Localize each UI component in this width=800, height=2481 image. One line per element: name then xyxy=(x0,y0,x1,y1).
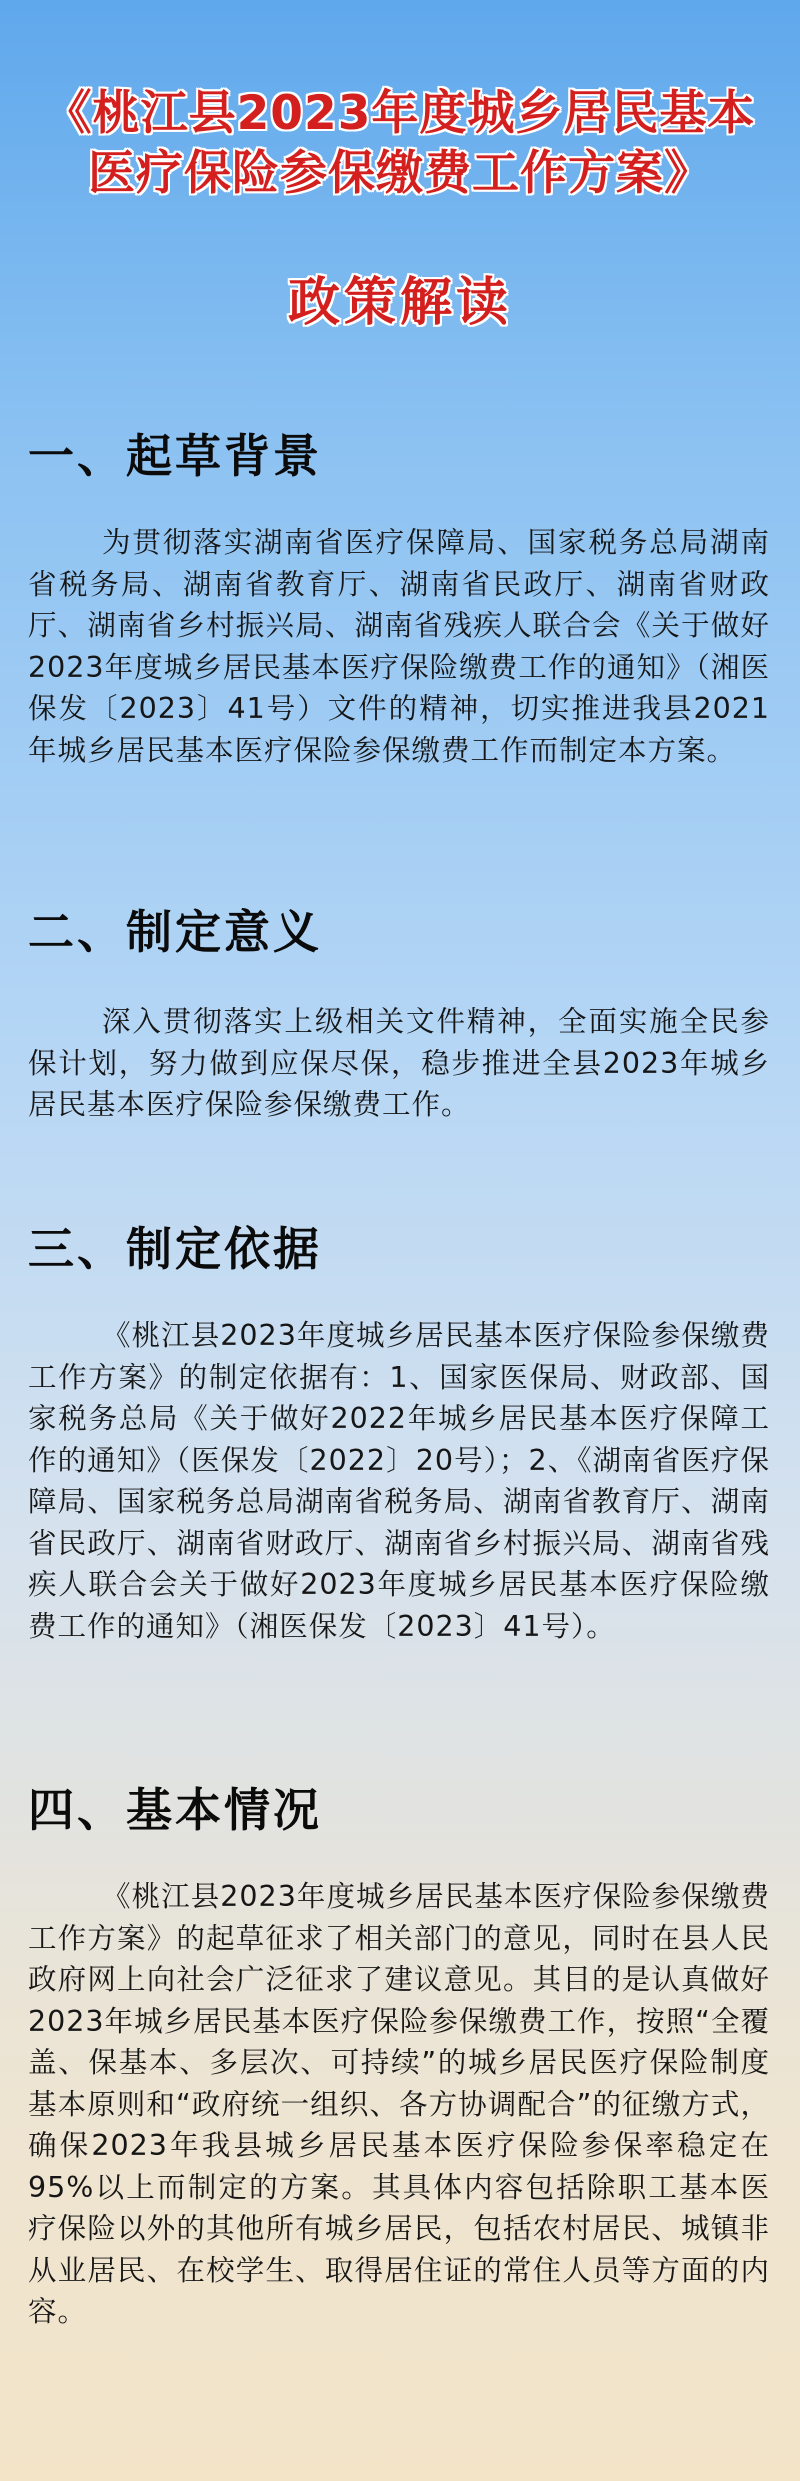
page-title-line-1: 《桃江县2023年度城乡居民基本 xyxy=(44,86,756,141)
section-body-significance: 深入贯彻落实上级相关文件精神，全面实施全民参保计划，努力做到应保尽保，稳步推进全县2023年城乡居民基本医疗保险参保缴费工作。 xyxy=(28,1005,770,1121)
section-heading-basis: 三、制定依据 xyxy=(28,1222,322,1276)
page-subtitle: 政策解读 xyxy=(287,273,512,333)
section-body-background: 为贯彻落实湖南省医疗保障局、国家税务总局湖南省税务局、湖南省教育厅、湖南省民政厅、湖南省财政厅、湖南省乡村振兴局、湖南省残疾人联合会《关于做好2023年度城乡居民基本医疗保险缴费工作的通知》（湘医保发〔2023〕41号）文件的精神，切实推进我县2021年城乡居民基本医疗保险参保缴费工作而制定本方案。 xyxy=(28,526,770,767)
section-body-overview: 《桃江县2023年度城乡居民基本医疗保险参保缴费工作方案》的起草征求了相关部门的意见，同时在县人民政府网上向社会广泛征求了建议意见。其目的是认真做好2023年城乡居民基本医疗保险参保缴费工作，按照“全覆盖、保基本、多层次、可持续”的城乡居民医疗保险制度基本原则和“政府统一组织、各方协调配合”的征缴方式，确保2023年我县城乡居民基本医疗保险参保率稳定在95%以上而制定的方案。其具体内容包括除职工基本医疗保险以外的其他所有城乡居民，包括农村居民、城镇非从业居民、在校学生、取得居住证的常住人员等方面的内容。 xyxy=(28,1880,770,2328)
section-heading-significance: 二、制定意义 xyxy=(28,905,322,959)
section-heading-background: 一、起草背景 xyxy=(28,429,322,483)
section-heading-overview: 四、基本情况 xyxy=(28,1783,322,1837)
page-title-line-2: 医疗保险参保缴费工作方案》 xyxy=(88,146,712,201)
section-body-basis: 《桃江县2023年度城乡居民基本医疗保险参保缴费工作方案》的制定依据有：1、国家医保局、财政部、国家税务总局《关于做好2022年城乡居民基本医疗保障工作的通知》（医保发〔2022〕20号）；2、《湖南省医疗保障局、国家税务总局湖南省税务局、湖南省教育厅、湖南省民政厅、湖南省财政厅、湖南省乡村振兴局、湖南省残疾人联合会关于做好2023年度城乡居民基本医疗保险缴费工作的通知》（湘医保发〔2023〕41号）。 xyxy=(28,1319,770,1643)
